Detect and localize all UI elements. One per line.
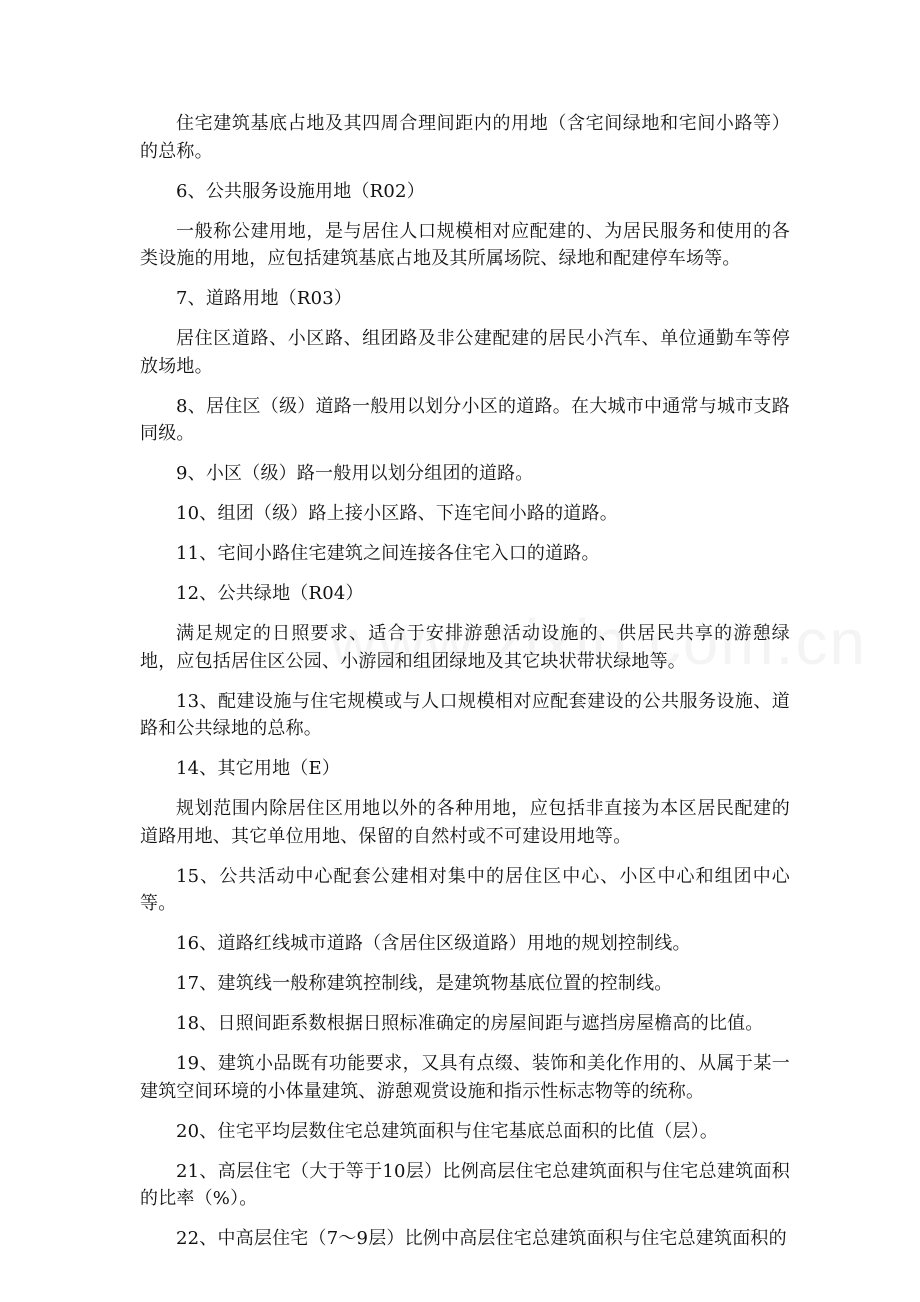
paragraph-22: 22、中高层住宅（7～9层）比例中高层住宅总建筑面积与住宅总建筑面积的 <box>176 1228 787 1249</box>
paragraph-11: 满足规定的日照要求、适合于安排游憩活动设施的、供居民共享的游憩绿地，应包括居住区公园、小游园和组团绿地及其它块状带状绿地等。 <box>140 623 790 672</box>
paragraph-16: 16、道路红线城市道路（含居住区级道路）用地的规划控制线。 <box>176 933 691 954</box>
paragraph-21: 21、高层住宅（大于等于10层）比例高层住宅总建筑面积与住宅总建筑面积的比率（%）。 <box>140 1160 790 1209</box>
paragraph-18: 18、日照间距系数根据日照标准确定的房屋间距与遮挡房屋檐高的比值。 <box>176 1013 764 1034</box>
paragraph-9: 11、宅间小路住宅建筑之间连接各住宅入口的道路。 <box>176 543 600 564</box>
paragraph-13: 14、其它用地（E） <box>176 758 341 779</box>
paragraph-2: 6、公共服务设施用地（R02） <box>176 180 425 202</box>
paragraph-10: 12、公共绿地（R04） <box>176 583 364 604</box>
paragraph-4: 7、道路用地（R03） <box>176 288 353 309</box>
paragraph-20: 20、住宅平均层数住宅总建筑面积与住宅基底总面积的比值（层）。 <box>176 1120 719 1142</box>
paragraph-14: 规划范围内除居住区用地以外的各种用地，应包括非直接为本区居民配建的道路用地、其它单位用地、保留的自然村或不可建设用地等。 <box>140 798 790 847</box>
paragraph-12: 13、配建设施与住宅规模或与人口规模相对应配套建设的公共服务设施、道路和公共绿地的总称。 <box>140 690 790 739</box>
paragraph-3: 一般称公建用地，是与居住人口规模相对应配建的、为居民服务和使用的各类设施的用地，应包括建筑基底占地及其所属场院、绿地和配建停车场等。 <box>140 220 790 269</box>
document-page <box>140 110 790 1265</box>
paragraph-6: 8、居住区（级）道路一般用以划分小区的道路。在大城市中通常与城市支路同级。 <box>140 395 790 444</box>
paragraph-5: 居住区道路、小区路、组团路及非公建配建的居民小汽车、单位通勤车等停放场地。 <box>140 328 790 377</box>
paragraph-15: 15、公共活动中心配套公建相对集中的居住区中心、小区中心和组团中心等。 <box>140 865 790 914</box>
paragraph-19: 19、建筑小品既有功能要求，又具有点缀、装饰和美化作用的、从属于某一建筑空间环境的小体量建筑、游憩观赏设施和指示性标志物等的统称。 <box>140 1053 790 1102</box>
paragraph-1: 住宅建筑基底占地及其四周合理间距内的用地（含宅间绿地和宅间小路等）的总称。 <box>140 113 790 162</box>
paragraph-8: 10、组团（级）路上接小区路、下连宅间小路的道路。 <box>176 503 618 524</box>
paragraph-7: 9、小区（级）路一般用以划分组团的道路。 <box>176 463 534 484</box>
paragraph-17: 17、建筑线一般称建筑控制线，是建筑物基底位置的控制线。 <box>176 973 673 994</box>
